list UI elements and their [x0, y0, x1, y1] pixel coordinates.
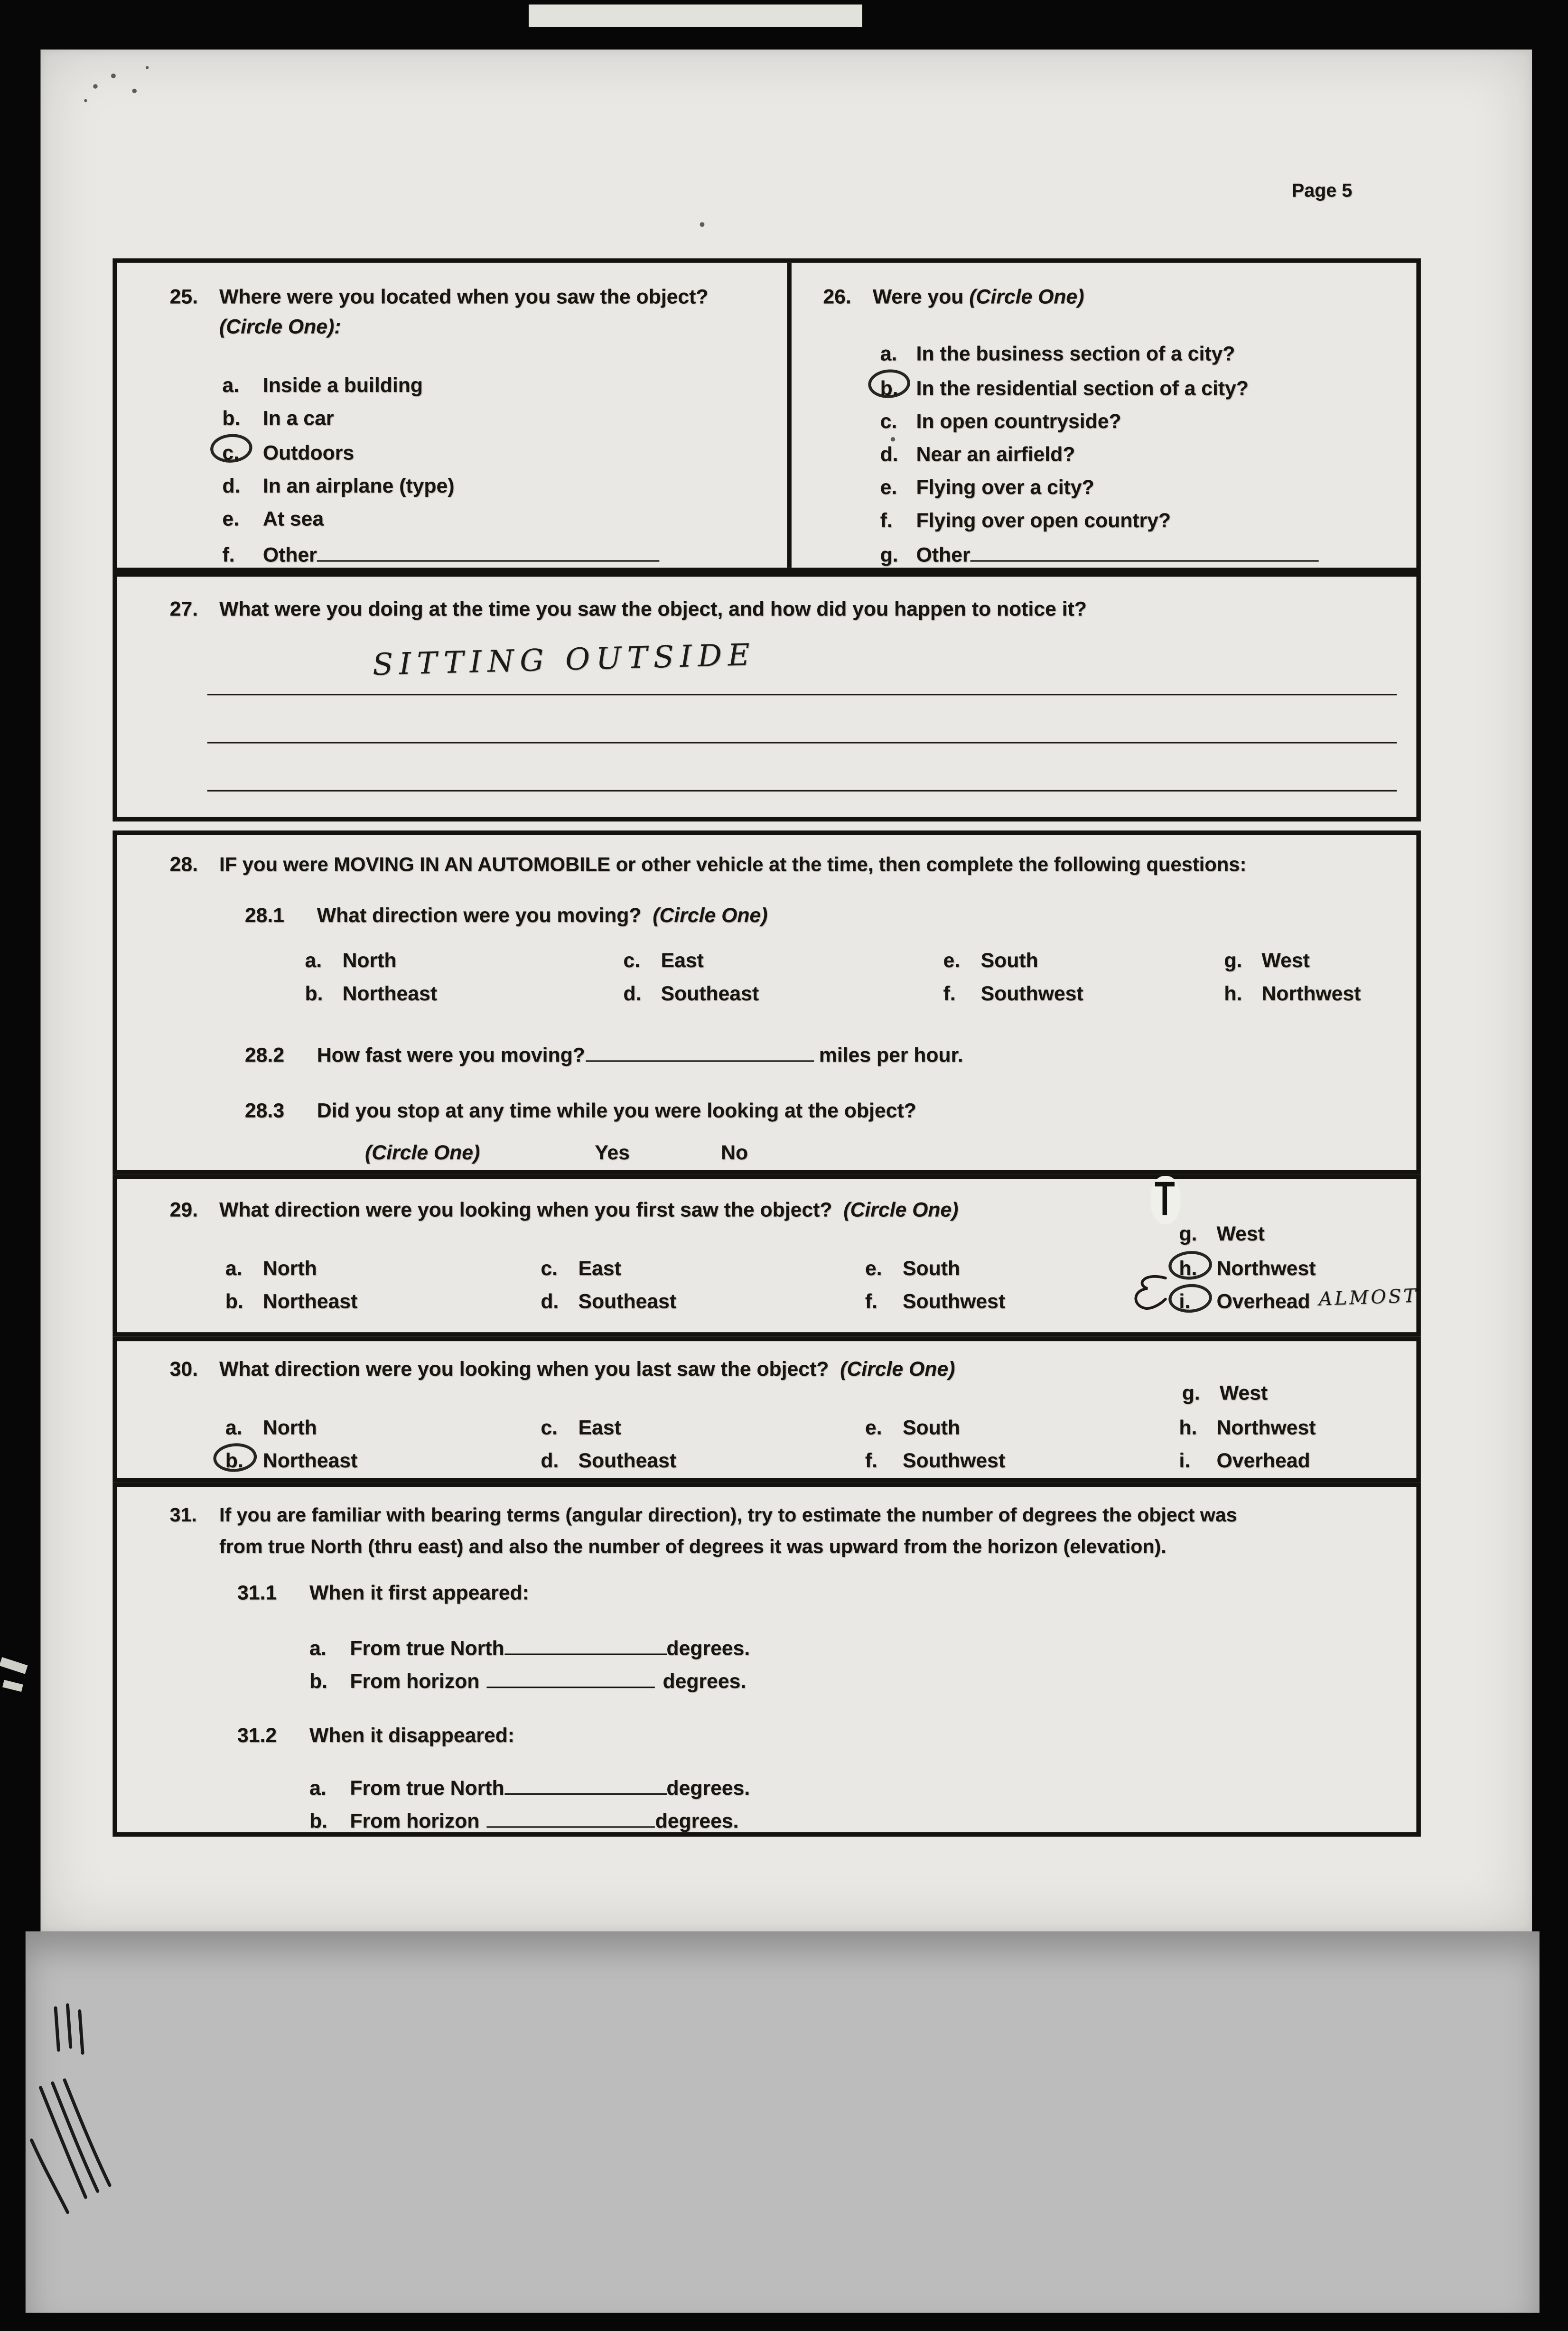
q28-sub2-suffix: miles per hour. — [819, 1044, 963, 1067]
question-box-25-26 — [112, 258, 1421, 572]
q30-dir-b-label: Northeast — [262, 1449, 358, 1472]
answer-line-1 — [207, 694, 1397, 695]
q29-dir-b — [225, 1290, 358, 1314]
q25-circle-one-label: (Circle One): — [219, 315, 341, 338]
q26-option-c — [880, 410, 1121, 433]
q27-question: What were you doing at the time you saw the object, and how did you happen to notice it? — [219, 597, 1087, 621]
q28-dir-f — [943, 982, 1083, 1006]
q27-number: 27. — [169, 597, 198, 621]
q26-option-a-label: In the business section of a city? — [916, 342, 1235, 365]
q31-sub1-b-suffix: degrees. — [663, 1670, 747, 1693]
q29-dir-b-letter: b. — [225, 1290, 243, 1313]
q26-option-g-letter: g. — [880, 543, 898, 567]
q28-sub1 — [245, 904, 768, 927]
q31-sub2-a-text: From true North — [350, 1776, 504, 1800]
q25-option-b — [222, 407, 334, 430]
handwritten-flourish — [1129, 1269, 1172, 1317]
q28-no-option: No — [721, 1141, 748, 1164]
q29-dir-b-label: Northeast — [262, 1290, 358, 1313]
q26-circle-one-label: (Circle One) — [969, 285, 1084, 308]
q26-option-d-label: Near an airfield? — [916, 443, 1075, 466]
q30-dir-i — [1179, 1449, 1310, 1473]
q30-dir-g — [1182, 1382, 1268, 1405]
q31-sub2-line-a — [309, 1775, 750, 1800]
scan-edge-nick — [2, 1680, 23, 1692]
q28-number: 28. — [169, 853, 198, 876]
q28-dir-e-label: South — [980, 949, 1038, 972]
q25-option-f-label: Other — [262, 543, 317, 567]
q30-dir-b-letter: b. — [225, 1449, 243, 1472]
q26-option-b-letter: b. — [880, 377, 898, 400]
q29-dir-i-letter: i. — [1179, 1290, 1191, 1313]
whiteout-correction-mark — [1150, 1176, 1180, 1224]
q29-dir-g-label: West — [1216, 1222, 1265, 1245]
q31-sub1-line-b — [309, 1669, 746, 1693]
q28-sub2 — [245, 1042, 963, 1067]
q31-sub1-a-suffix: degrees. — [666, 1637, 750, 1660]
q25-option-f — [222, 542, 659, 567]
q31-sub1-title — [237, 1582, 529, 1605]
q26-number: 26. — [823, 285, 851, 308]
question-box-31 — [112, 1483, 1421, 1837]
q30-dir-d-label: Southeast — [578, 1449, 677, 1472]
q26-option-c-label: In open countryside? — [916, 410, 1121, 433]
q27-handwritten-answer: SITTING OUTSIDE — [372, 636, 756, 682]
q29-dir-f-label: Southwest — [903, 1290, 1006, 1313]
q25-option-f-letter: f. — [222, 543, 235, 567]
q28-dir-d-label: Southeast — [661, 982, 759, 1005]
q28-dir-d-letter: d. — [623, 982, 642, 1005]
q29-dir-c — [541, 1257, 621, 1280]
q28-sub2-number: 28.2 — [244, 1044, 285, 1067]
scan-edge-nick — [0, 1657, 28, 1674]
q29-dir-i-label: Overhead — [1216, 1290, 1310, 1313]
q26-option-e — [880, 476, 1094, 499]
q30-dir-c — [541, 1416, 621, 1439]
q29-dir-c-label: East — [578, 1257, 621, 1280]
q29-handwritten-note: ALMOST — [1318, 1284, 1419, 1310]
q30-question-text: What direction were you looking when you last saw the object? — [219, 1357, 829, 1380]
question-box-30 — [112, 1337, 1421, 1483]
q31-question-line2: from true North (thru east) and also the number of degrees it was upward from the horizon (elevation). — [219, 1535, 1167, 1557]
q26-option-b — [880, 377, 1249, 400]
q30-dir-h-label: Northwest — [1216, 1416, 1316, 1439]
q31-sub1-line-a — [309, 1635, 750, 1660]
q26-option-f-letter: f. — [880, 509, 893, 532]
q30-dir-c-label: East — [578, 1416, 621, 1439]
q28-dir-h — [1224, 982, 1361, 1006]
q25-option-b-label: In a car — [262, 407, 334, 430]
answer-line-3 — [207, 790, 1397, 792]
q25-option-e-letter: e. — [222, 507, 240, 531]
q31-question-line1: If you are familiar with bearing terms (angular direction), try to estimate the number of degrees the object was — [219, 1503, 1237, 1526]
q30-dir-a-label: North — [262, 1416, 317, 1439]
q26-option-f — [880, 509, 1171, 532]
q31-sub1-b-text: From horizon — [350, 1670, 480, 1693]
q31-sub2-a-blank — [504, 1775, 667, 1795]
q25-option-a-letter: a. — [222, 374, 240, 397]
q30-dir-d — [541, 1449, 676, 1473]
q29-question — [219, 1199, 958, 1222]
q28-sub3 — [245, 1100, 916, 1123]
q26-option-g — [880, 542, 1319, 567]
q30-dir-g-label: West — [1219, 1381, 1268, 1405]
q31-sub2-title — [237, 1724, 514, 1747]
q30-dir-d-letter: d. — [541, 1449, 559, 1472]
q31-sub1-b-letter: b. — [309, 1670, 327, 1693]
q28-dir-a-letter: a. — [305, 949, 322, 972]
q26-option-e-letter: e. — [880, 476, 897, 499]
q28-sub3-number: 28.3 — [244, 1099, 285, 1122]
q28-dir-b-label: Northeast — [342, 982, 438, 1005]
q26-option-d — [880, 443, 1075, 466]
q29-dir-f — [865, 1290, 1005, 1314]
question-box-28 — [112, 830, 1421, 1175]
q25-number: 25. — [169, 285, 198, 308]
q30-dir-f — [865, 1449, 1005, 1473]
q26-option-a-letter: a. — [880, 342, 897, 365]
q31-sub2-a-suffix: degrees. — [666, 1776, 750, 1800]
q30-dir-i-letter: i. — [1179, 1449, 1191, 1472]
q28-dir-c-label: East — [661, 949, 704, 972]
q31-sub2-b-letter: b. — [309, 1809, 327, 1833]
q26-option-f-label: Flying over open country? — [916, 509, 1171, 532]
q25-option-d-label: In an airplane (type) — [262, 475, 455, 497]
q28-sub3-text: Did you stop at any time while you were looking at the object? — [317, 1099, 916, 1122]
q25-option-b-letter: b. — [222, 407, 241, 430]
q29-number: 29. — [169, 1198, 198, 1221]
q28-dir-e-letter: e. — [943, 949, 961, 972]
scan-speck — [891, 437, 895, 441]
q28-sub2-text: How fast were you moving? — [317, 1044, 585, 1067]
q28-dir-g-letter: g. — [1224, 949, 1242, 972]
q26-option-a — [880, 343, 1235, 366]
q31-sub2-a-letter: a. — [309, 1776, 327, 1800]
q28-dir-b — [305, 982, 437, 1006]
q29-dir-h-letter: h. — [1179, 1257, 1197, 1280]
q28-dir-f-letter: f. — [943, 982, 956, 1005]
q28-dir-a-label: North — [342, 949, 397, 972]
q28-sub1-circle-one: (Circle One) — [653, 904, 768, 927]
q30-dir-c-letter: c. — [541, 1416, 558, 1439]
q30-dir-e-label: South — [903, 1416, 961, 1439]
q31-sub2-number: 31.2 — [237, 1724, 277, 1747]
q29-dir-e-letter: e. — [865, 1257, 882, 1280]
q26-option-g-label: Other — [916, 543, 971, 567]
q30-number: 30. — [169, 1357, 198, 1380]
scan-speck — [132, 89, 137, 93]
q29-dir-e-label: South — [903, 1257, 961, 1280]
q30-dir-a — [225, 1416, 317, 1439]
q29-dir-a-label: North — [262, 1257, 317, 1280]
q30-dir-h-letter: h. — [1179, 1416, 1197, 1439]
scan-speck — [93, 84, 97, 88]
q25-other-blank-line — [317, 542, 660, 561]
q31-sub2-b-suffix: degrees. — [655, 1809, 739, 1833]
q29-question-text: What direction were you looking when you first saw the object? — [219, 1198, 832, 1221]
q31-sub1-a-text: From true North — [350, 1637, 504, 1660]
q25-option-e — [222, 508, 324, 531]
q26-option-e-label: Flying over a city? — [916, 476, 1094, 499]
q28-dir-g — [1224, 949, 1309, 972]
q25-option-d-letter: d. — [222, 475, 241, 497]
page-number-label: Page 5 — [1291, 180, 1353, 202]
q31-sub1-title-text: When it first appeared: — [309, 1581, 529, 1604]
q30-dir-g-letter: g. — [1182, 1381, 1200, 1405]
scan-speck — [700, 222, 704, 226]
q30-question — [219, 1358, 955, 1381]
pen-scribbles — [22, 1990, 217, 2223]
q28-dir-a — [305, 949, 396, 972]
q25-option-d — [222, 475, 454, 498]
q29-dir-d-label: Southeast — [578, 1290, 677, 1313]
q28-sub3-circle-one: (Circle One) — [365, 1141, 480, 1164]
q30-circle-one-label: (Circle One) — [840, 1357, 955, 1380]
scan-speck — [84, 99, 87, 102]
scanner-bed-area — [26, 1931, 1540, 2313]
q28-dir-d — [623, 982, 759, 1006]
question-box-29 — [112, 1175, 1421, 1337]
q29-dir-h-label: Northwest — [1216, 1257, 1316, 1280]
q31-sub2-b-blank — [487, 1808, 655, 1828]
q29-dir-f-letter: f. — [865, 1290, 878, 1313]
q25-option-a — [222, 374, 423, 397]
q29-dir-a-letter: a. — [225, 1257, 243, 1280]
scan-speck — [146, 66, 149, 69]
q26-option-d-letter: d. — [880, 443, 898, 466]
q26-other-blank-line — [971, 542, 1319, 561]
q25-option-e-label: At sea — [262, 507, 324, 531]
q28-sub1-number: 28.1 — [244, 904, 285, 927]
q31-sub2-b-text: From horizon — [350, 1809, 480, 1833]
q28-question: IF you were MOVING IN AN AUTOMOBILE or other vehicle at the time, then complete the following questions: — [219, 853, 1247, 876]
q29-dir-d-letter: d. — [541, 1290, 559, 1313]
q28-speed-blank-line — [585, 1042, 813, 1062]
column-divider — [787, 263, 791, 568]
q30-dir-e-letter: e. — [865, 1416, 882, 1439]
q31-sub1-a-letter: a. — [309, 1637, 327, 1660]
q31-sub1-b-blank — [487, 1669, 655, 1688]
q26-option-b-label: In the residential section of a city? — [916, 377, 1249, 400]
q28-dir-f-label: Southwest — [980, 982, 1083, 1005]
q28-dir-c-letter: c. — [623, 949, 641, 972]
q30-dir-h — [1179, 1416, 1316, 1439]
q31-sub2-line-b — [309, 1808, 738, 1833]
q31-sub1-a-blank — [504, 1635, 667, 1655]
q25-option-a-label: Inside a building — [262, 374, 423, 397]
q29-circle-one-label: (Circle One) — [843, 1198, 959, 1221]
answer-line-2 — [207, 742, 1397, 743]
q26-question — [873, 285, 1084, 308]
q31-sub2-title-text: When it disappeared: — [309, 1724, 515, 1747]
q30-dir-e — [865, 1416, 960, 1439]
q28-dir-h-label: Northwest — [1261, 982, 1361, 1005]
scan-speck — [111, 74, 115, 77]
q28-dir-h-letter: h. — [1224, 982, 1242, 1005]
q30-dir-i-label: Overhead — [1216, 1449, 1310, 1472]
q29-dir-g-letter: g. — [1179, 1222, 1197, 1245]
q28-dir-e — [943, 949, 1038, 972]
scan-artifact-top-bar — [529, 4, 862, 27]
q29-dir-a — [225, 1257, 317, 1280]
q29-dir-d — [541, 1290, 676, 1314]
q28-dir-c — [623, 949, 703, 972]
q28-yes-option: Yes — [595, 1141, 630, 1164]
q25-option-c-label: Outdoors — [262, 441, 355, 464]
q28-dir-g-label: West — [1261, 949, 1310, 972]
q28-dir-b-letter: b. — [305, 982, 323, 1005]
q30-dir-f-label: Southwest — [903, 1449, 1006, 1472]
q25-question: Where were you located when you saw the object? — [219, 285, 709, 308]
q29-dir-g — [1179, 1222, 1264, 1246]
q26-question-text: Were you — [872, 285, 964, 308]
q30-dir-a-letter: a. — [225, 1416, 243, 1439]
question-box-27 — [112, 572, 1421, 821]
q26-option-c-letter: c. — [880, 410, 897, 433]
q30-dir-f-letter: f. — [865, 1449, 878, 1472]
q31-sub1-number: 31.1 — [237, 1581, 277, 1604]
q28-sub1-text: What direction were you moving? — [317, 904, 642, 927]
q29-dir-e — [865, 1257, 960, 1280]
q31-number: 31. — [169, 1503, 197, 1526]
q29-dir-c-letter: c. — [541, 1257, 558, 1280]
q25-option-c-letter: c. — [222, 441, 240, 464]
